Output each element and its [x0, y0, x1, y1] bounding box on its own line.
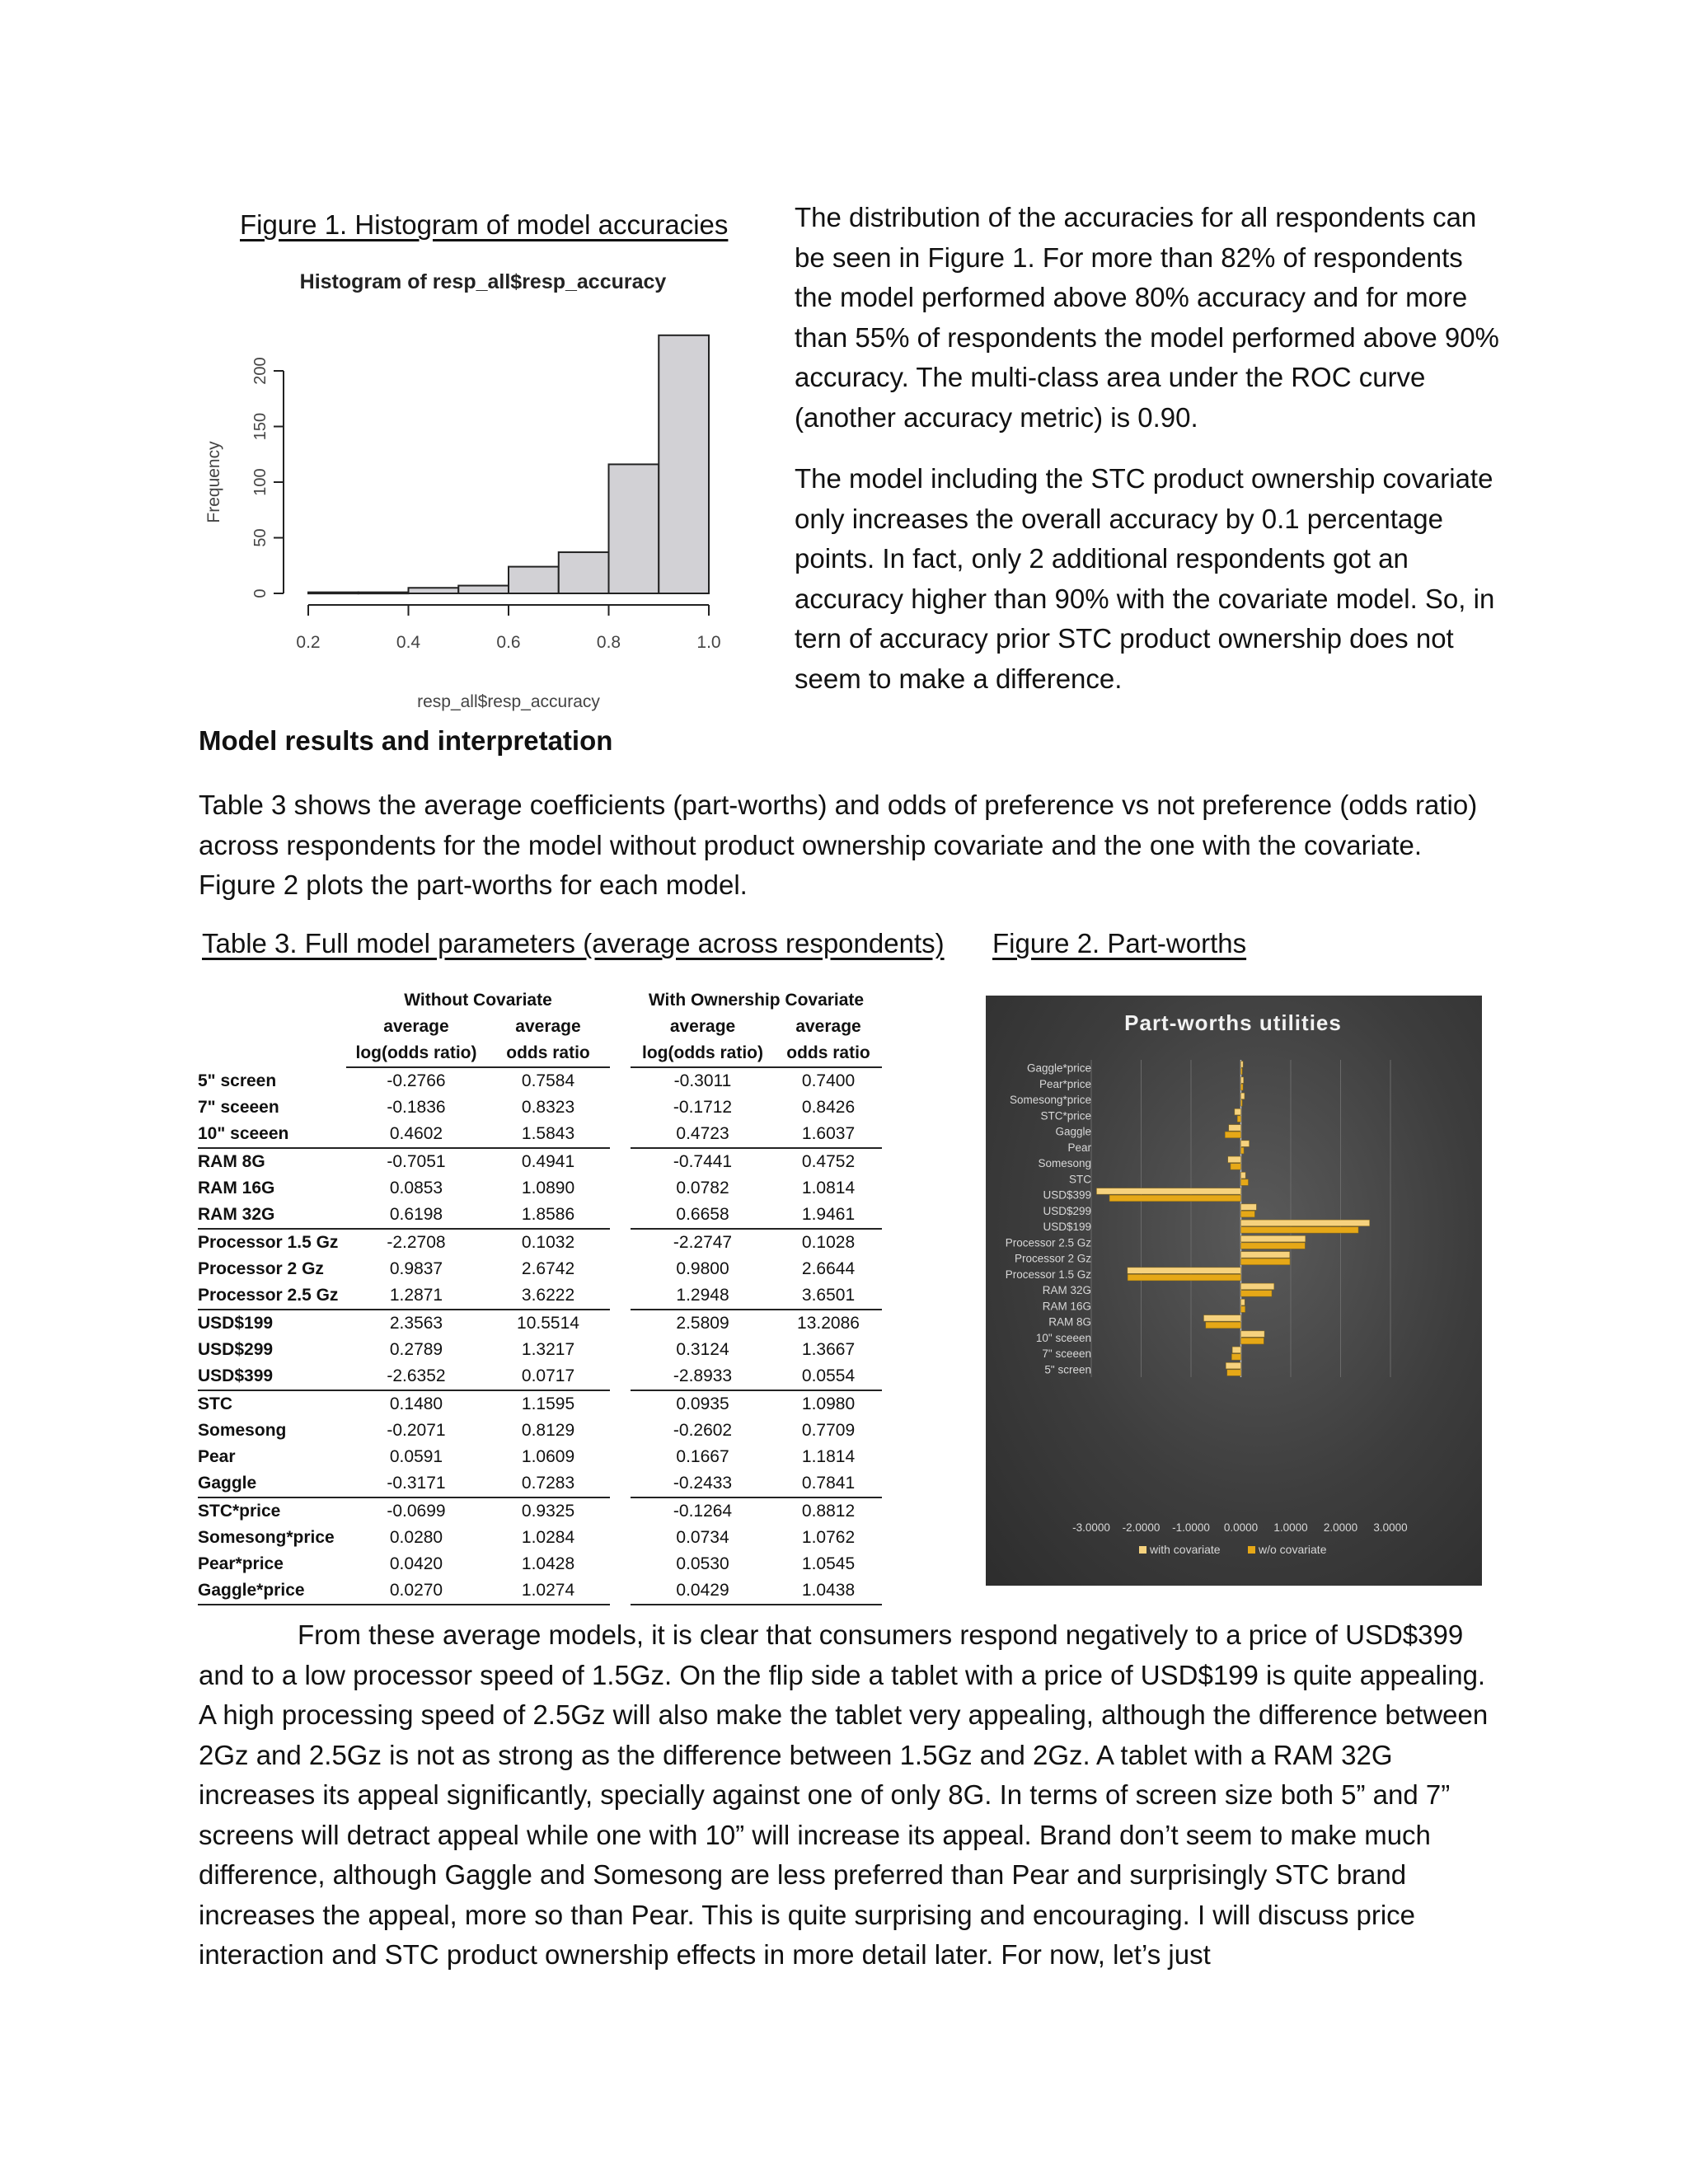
cell-wo-log-odds: -0.2071 [387, 1421, 446, 1440]
group-header-without: Without Covariate [404, 991, 552, 1010]
x-tick-label: 3.0000 [1373, 1521, 1408, 1534]
cell-w-log-odds: -0.7441 [673, 1152, 733, 1171]
cell-w-log-odds: -0.1264 [673, 1502, 733, 1521]
col-header: average [383, 1017, 449, 1036]
category-label: RAM 8G [1048, 1315, 1091, 1329]
cell-w-odds-ratio: 1.0980 [801, 1394, 856, 1413]
category-label: 5" screen [1044, 1363, 1091, 1376]
paragraph-accuracy-distribution: The distribution of the accuracies for all respondents can be seen in Figure 1. For more than 82% of respondents the model performed above 80% accuracy and for more than 55% of respondents the model performed above 90% accuracy. The multi-class area under the ROC curve (another accuracy metric) is 0.90. [795, 202, 1499, 433]
cell-w-odds-ratio: 1.0438 [775, 1577, 882, 1605]
cell-w-odds-ratio: 0.8426 [801, 1098, 856, 1117]
histogram-bar [308, 593, 359, 594]
cell-wo-log-odds: 0.2789 [389, 1340, 443, 1359]
row-label: STC [198, 1394, 232, 1413]
bar-wo-covariate [1241, 1243, 1306, 1249]
cell-w-odds-ratio: 1.6037 [775, 1121, 882, 1148]
table-row [198, 1310, 882, 1337]
cell-w-log-odds: 0.1667 [676, 1447, 729, 1466]
row-label: USD$299 [198, 1340, 274, 1359]
x-tick-label: -1.0000 [1172, 1521, 1210, 1534]
section-heading: Model results and interpretation [199, 725, 613, 756]
histogram-bar [559, 552, 609, 593]
cell-wo-log-odds: -0.1836 [387, 1098, 446, 1117]
table-row [198, 1121, 882, 1148]
cell-w-log-odds: -2.8933 [631, 1363, 775, 1390]
bar-wo-covariate [1241, 1068, 1243, 1075]
table-row [198, 1363, 882, 1390]
cell-wo-odds-ratio: 0.1032 [521, 1233, 575, 1252]
bar-with-covariate [1241, 1093, 1245, 1099]
cell-w-log-odds: -0.2433 [631, 1470, 775, 1497]
figure2-caption: Figure 2. Part-worths [992, 928, 1247, 958]
row-label: 7" sceeen [198, 1098, 279, 1117]
cell-w-log-odds: 0.0935 [676, 1394, 729, 1413]
cell-wo-odds-ratio: 1.5843 [486, 1121, 610, 1148]
category-label: STC [1069, 1173, 1091, 1186]
category-label: Gaggle*price [1026, 1062, 1091, 1075]
y-tick-label: 150 [251, 412, 270, 441]
bar-with-covariate [1241, 1062, 1244, 1068]
cell-wo-odds-ratio: 0.0717 [486, 1363, 610, 1390]
cell-w-log-odds: 0.6658 [631, 1202, 775, 1229]
histogram-bar [409, 588, 459, 593]
cell-wo-log-odds: -0.2766 [387, 1071, 446, 1090]
cell-wo-odds-ratio: 1.0609 [521, 1447, 575, 1466]
bar-wo-covariate [1241, 1227, 1359, 1234]
cell-w-odds-ratio: 0.7841 [775, 1470, 882, 1497]
bar-wo-covariate [1128, 1274, 1240, 1281]
cell-wo-log-odds: 2.3563 [389, 1314, 443, 1333]
cell-wo-odds-ratio: 1.0428 [521, 1554, 575, 1573]
cell-w-odds-ratio: 1.9461 [775, 1202, 882, 1229]
row-label: Processor 2.5 Gz [198, 1282, 346, 1310]
histogram-bar [659, 335, 709, 593]
cell-wo-log-odds: -0.7051 [387, 1152, 446, 1171]
cell-w-log-odds: 0.0429 [631, 1577, 775, 1605]
bar-with-covariate [1096, 1188, 1240, 1195]
cell-w-odds-ratio: 1.0545 [801, 1554, 856, 1573]
cell-w-log-odds: 0.4723 [631, 1121, 775, 1148]
row-label: 5" screen [198, 1071, 277, 1090]
table-row [198, 1256, 882, 1282]
cell-wo-odds-ratio: 3.6222 [486, 1282, 610, 1310]
cell-w-log-odds: -0.2602 [673, 1421, 733, 1440]
cell-w-log-odds: 1.2948 [631, 1282, 775, 1310]
y-axis-label: Frequency [204, 441, 223, 523]
cell-w-log-odds: 0.0530 [676, 1554, 729, 1573]
cell-w-log-odds: 0.9800 [676, 1259, 729, 1278]
cell-w-odds-ratio: 0.7709 [801, 1421, 856, 1440]
table-row [198, 1094, 882, 1121]
bar-with-covariate [1241, 1235, 1306, 1242]
cell-w-log-odds: 2.5809 [676, 1314, 729, 1333]
row-label: Somesong [198, 1421, 287, 1440]
category-label: STC*price [1040, 1109, 1091, 1122]
bar-with-covariate [1241, 1252, 1290, 1258]
row-label: RAM 32G [198, 1202, 346, 1229]
paragraph-covariate-accuracy: The model including the STC product ownership covariate only increases the overall accuracy by 0.1 percentage points. In fact, only 2 additional respondents got an accuracy higher than 90% with the covariate model. So, in tern of accuracy prior STC product ownership does not seem to make a difference. [795, 463, 1495, 694]
x-tick-label: -3.0000 [1072, 1521, 1110, 1534]
table-row [198, 1551, 882, 1577]
bar-with-covariate [1241, 1331, 1265, 1338]
cell-w-odds-ratio: 1.0814 [801, 1179, 856, 1197]
row-label: Gaggle*price [198, 1577, 346, 1605]
cell-wo-odds-ratio: 1.8586 [486, 1202, 610, 1229]
bar-wo-covariate [1241, 1258, 1291, 1265]
category-label: Processor 2 Gz [1014, 1252, 1091, 1265]
category-label: USD$399 [1043, 1188, 1091, 1202]
bar-wo-covariate [1241, 1179, 1249, 1186]
bar-with-covariate [1232, 1347, 1240, 1353]
histogram-bar [458, 586, 509, 593]
table-row [198, 1067, 882, 1094]
histogram-bar [609, 464, 659, 593]
bar-wo-covariate [1225, 1132, 1240, 1138]
cell-wo-odds-ratio: 1.1595 [521, 1394, 575, 1413]
cell-wo-log-odds: 0.4602 [346, 1121, 486, 1148]
x-axis-label: resp_all$resp_accuracy [417, 692, 600, 711]
cell-wo-log-odds: 0.0591 [389, 1447, 443, 1466]
cell-wo-odds-ratio: 0.8129 [521, 1421, 575, 1440]
cell-w-log-odds: 0.3124 [676, 1340, 729, 1359]
y-tick-label: 100 [251, 468, 270, 496]
legend-swatch-wo-covariate [1248, 1546, 1255, 1554]
cell-wo-odds-ratio: 0.7283 [486, 1470, 610, 1497]
category-label: Processor 1.5 Gz [1005, 1268, 1091, 1281]
cell-wo-odds-ratio: 1.0890 [521, 1179, 575, 1197]
bar-wo-covariate [1109, 1195, 1240, 1202]
bar-wo-covariate [1227, 1370, 1241, 1376]
bar-with-covariate [1229, 1125, 1241, 1132]
bar-wo-covariate [1231, 1354, 1240, 1361]
col-header: average [515, 1017, 581, 1036]
bar-wo-covariate [1241, 1306, 1245, 1313]
category-label: Pear [1067, 1141, 1091, 1154]
cell-wo-log-odds: -0.0699 [387, 1502, 446, 1521]
x-tick-label: 0.2 [296, 633, 321, 652]
col-header: log(odds ratio) [631, 1040, 775, 1067]
group-header-with: With Ownership Covariate [648, 991, 865, 1010]
row-label: Pear [198, 1447, 236, 1466]
category-label: Somesong [1038, 1157, 1091, 1170]
category-label: 10" sceeen [1035, 1331, 1091, 1344]
table-row [198, 1444, 882, 1470]
legend-label-with-covariate: with covariate [1150, 1543, 1221, 1556]
bar-wo-covariate [1231, 1164, 1241, 1170]
col-header: log(odds ratio) [346, 1040, 486, 1067]
paragraph-table3-intro: Table 3 shows the average coefficients (part-worths) and odds of preference vs not preference (odds ratio) across respondents for the model without product ownership covariate and the one with the covariate. Figure 2 plots the part-worths for each model. [199, 790, 1478, 900]
x-tick-label: 0.6 [496, 633, 521, 652]
cell-wo-odds-ratio: 1.0274 [486, 1577, 610, 1605]
row-label: Gaggle [198, 1470, 346, 1497]
histogram-title: Histogram of resp_all$resp_accuracy [299, 270, 667, 293]
table3 [198, 987, 882, 1605]
cell-w-odds-ratio: 3.6501 [775, 1282, 882, 1310]
cell-wo-log-odds: 0.9837 [389, 1259, 443, 1278]
cell-wo-odds-ratio: 0.4941 [521, 1152, 575, 1171]
category-label: RAM 32G [1042, 1284, 1091, 1297]
cell-wo-odds-ratio: 2.6742 [521, 1259, 575, 1278]
row-label: Somesong*price [198, 1528, 335, 1547]
col-header: average [795, 1017, 861, 1036]
row-label: Processor 1.5 Gz [198, 1233, 339, 1252]
bar-wo-covariate [1206, 1322, 1241, 1329]
col-header: average [669, 1017, 736, 1036]
table-row [198, 1175, 882, 1202]
bar-wo-covariate [1241, 1211, 1255, 1217]
row-label: RAM 16G [198, 1179, 275, 1197]
histogram-chart [195, 264, 722, 725]
cell-wo-log-odds: 0.0420 [389, 1554, 443, 1573]
x-tick-label: 0.8 [596, 633, 621, 652]
cell-w-odds-ratio: 2.6644 [801, 1259, 856, 1278]
cell-wo-log-odds: 0.0853 [389, 1179, 443, 1197]
category-label: 7" sceeen [1042, 1347, 1091, 1361]
cell-wo-log-odds: 1.2871 [346, 1282, 486, 1310]
cell-w-odds-ratio: 1.1814 [801, 1447, 856, 1466]
category-label: Processor 2.5 Gz [1005, 1236, 1091, 1249]
bar-wo-covariate [1241, 1291, 1272, 1297]
cell-w-log-odds: 0.0734 [676, 1528, 729, 1547]
y-tick-label: 50 [251, 528, 270, 547]
table-row [198, 1418, 882, 1444]
cell-w-log-odds: -0.3011 [673, 1071, 732, 1090]
table-row [198, 1577, 882, 1605]
bar-with-covariate [1235, 1108, 1241, 1115]
category-label: Somesong*price [1009, 1094, 1091, 1107]
cell-w-odds-ratio: 0.1028 [801, 1233, 856, 1252]
chart-title: Part-worths utilities [1124, 1010, 1342, 1035]
cell-wo-log-odds: 0.6198 [346, 1202, 486, 1229]
bar-wo-covariate [1237, 1116, 1240, 1122]
bar-with-covariate [1241, 1204, 1257, 1211]
cell-w-odds-ratio: 0.7400 [801, 1071, 856, 1090]
bar-with-covariate [1241, 1299, 1245, 1305]
bar-with-covariate [1241, 1077, 1244, 1084]
bar-with-covariate [1228, 1156, 1241, 1163]
bar-with-covariate [1226, 1362, 1240, 1369]
bar-wo-covariate [1241, 1100, 1243, 1107]
cell-wo-log-odds: 0.0270 [346, 1577, 486, 1605]
bar-wo-covariate [1241, 1147, 1245, 1154]
table-row [198, 1497, 882, 1525]
y-tick-label: 0 [251, 588, 270, 598]
row-label: USD$399 [198, 1363, 346, 1390]
bar-with-covariate [1241, 1141, 1250, 1147]
table-row [198, 1525, 882, 1551]
histogram-bar [359, 593, 409, 594]
legend-label-wo-covariate: w/o covariate [1259, 1543, 1327, 1556]
figure1-caption: Figure 1. Histogram of model accuracies [240, 209, 729, 240]
cell-w-odds-ratio: 0.8812 [801, 1502, 856, 1521]
cell-w-log-odds: 0.0782 [676, 1179, 729, 1197]
table-row [198, 1390, 882, 1418]
x-tick-label: 0.0000 [1223, 1521, 1259, 1534]
cell-wo-log-odds: -2.2708 [387, 1233, 446, 1252]
y-tick-label: 200 [251, 357, 270, 385]
cell-w-odds-ratio: 13.2086 [797, 1314, 860, 1333]
category-label: USD$299 [1043, 1204, 1091, 1217]
cell-w-odds-ratio: 0.0554 [775, 1363, 882, 1390]
cell-w-log-odds: -2.2747 [673, 1233, 733, 1252]
x-tick-label: 2.0000 [1323, 1521, 1358, 1534]
bar-with-covariate [1241, 1283, 1274, 1290]
cell-wo-odds-ratio: 1.0284 [521, 1528, 575, 1547]
bar-wo-covariate [1241, 1084, 1244, 1090]
x-tick-label: 1.0000 [1273, 1521, 1308, 1534]
table-row [198, 1148, 882, 1175]
row-label: USD$199 [198, 1314, 274, 1333]
table-row [198, 1470, 882, 1497]
table-row [198, 1202, 882, 1229]
cell-wo-log-odds: -0.3171 [346, 1470, 486, 1497]
paragraph-interpretation: From these average models, it is clear that consumers respond negatively to a price of USD$399 and to a low processor speed of 1.5Gz. On the flip side a tablet with a price of USD$199 is quite appealing. A high processing speed of 2.5Gz will also make the tablet very appealing, although the difference between 2Gz and 2.5Gz is not as strong as the difference between 1.5Gz and 2Gz. A tablet with a RAM 32G increases its appeal significantly, specially against one of only 8G. In terms of screen size both 5” and 7” screens will detract appeal while one with 10” will increase its appeal. Brand don’t seem to make much difference, although Gaggle and Somesong are less preferred than Pear and surprisingly STC brand increases the appeal, more so than Pear. This is quite surprising and encouraging. I will discuss price interaction and STC product ownership effects in more detail later. For now, let’s just [199, 1619, 1489, 1970]
cell-wo-odds-ratio: 10.5514 [517, 1314, 579, 1333]
cell-wo-log-odds: 0.0280 [389, 1528, 443, 1547]
x-tick-label: 0.4 [396, 633, 421, 652]
cell-w-log-odds: -0.1712 [673, 1098, 733, 1117]
cell-w-odds-ratio: 1.0762 [801, 1528, 856, 1547]
category-label: USD$199 [1043, 1221, 1091, 1234]
col-header: odds ratio [486, 1040, 610, 1067]
col-header: odds ratio [775, 1040, 882, 1067]
row-label: RAM 8G [198, 1152, 265, 1171]
partworths-chart [986, 996, 1482, 1586]
cell-wo-odds-ratio: 0.9325 [521, 1502, 575, 1521]
cell-wo-log-odds: 0.1480 [389, 1394, 443, 1413]
bar-with-covariate [1241, 1172, 1246, 1179]
cell-wo-odds-ratio: 0.8323 [521, 1098, 575, 1117]
category-label: Gaggle [1055, 1125, 1091, 1138]
table-row [198, 1282, 882, 1310]
cell-wo-odds-ratio: 1.3217 [521, 1340, 575, 1359]
cell-wo-odds-ratio: 0.7584 [521, 1071, 575, 1090]
bar-with-covariate [1128, 1268, 1241, 1274]
table-row [198, 1229, 882, 1256]
table-row [198, 1337, 882, 1363]
x-tick-label: -2.0000 [1122, 1521, 1160, 1534]
category-label: RAM 16G [1042, 1300, 1091, 1313]
row-label: Pear*price [198, 1554, 284, 1573]
row-label: 10" sceeen [198, 1121, 346, 1148]
row-label: STC*price [198, 1502, 281, 1521]
legend-swatch-with-covariate [1139, 1546, 1146, 1554]
x-tick-label: 1.0 [696, 633, 721, 652]
category-label: Pear*price [1039, 1077, 1091, 1090]
row-label: Processor 2 Gz [198, 1259, 324, 1278]
cell-w-odds-ratio: 1.3667 [801, 1340, 856, 1359]
table3-caption: Table 3. Full model parameters (average across respondents) [202, 928, 945, 958]
bar-wo-covariate [1241, 1338, 1264, 1344]
histogram-bar [509, 567, 559, 593]
bar-with-covariate [1241, 1220, 1370, 1226]
bar-with-covariate [1203, 1315, 1240, 1322]
cell-wo-log-odds: -2.6352 [346, 1363, 486, 1390]
cell-w-odds-ratio: 0.4752 [801, 1152, 856, 1171]
